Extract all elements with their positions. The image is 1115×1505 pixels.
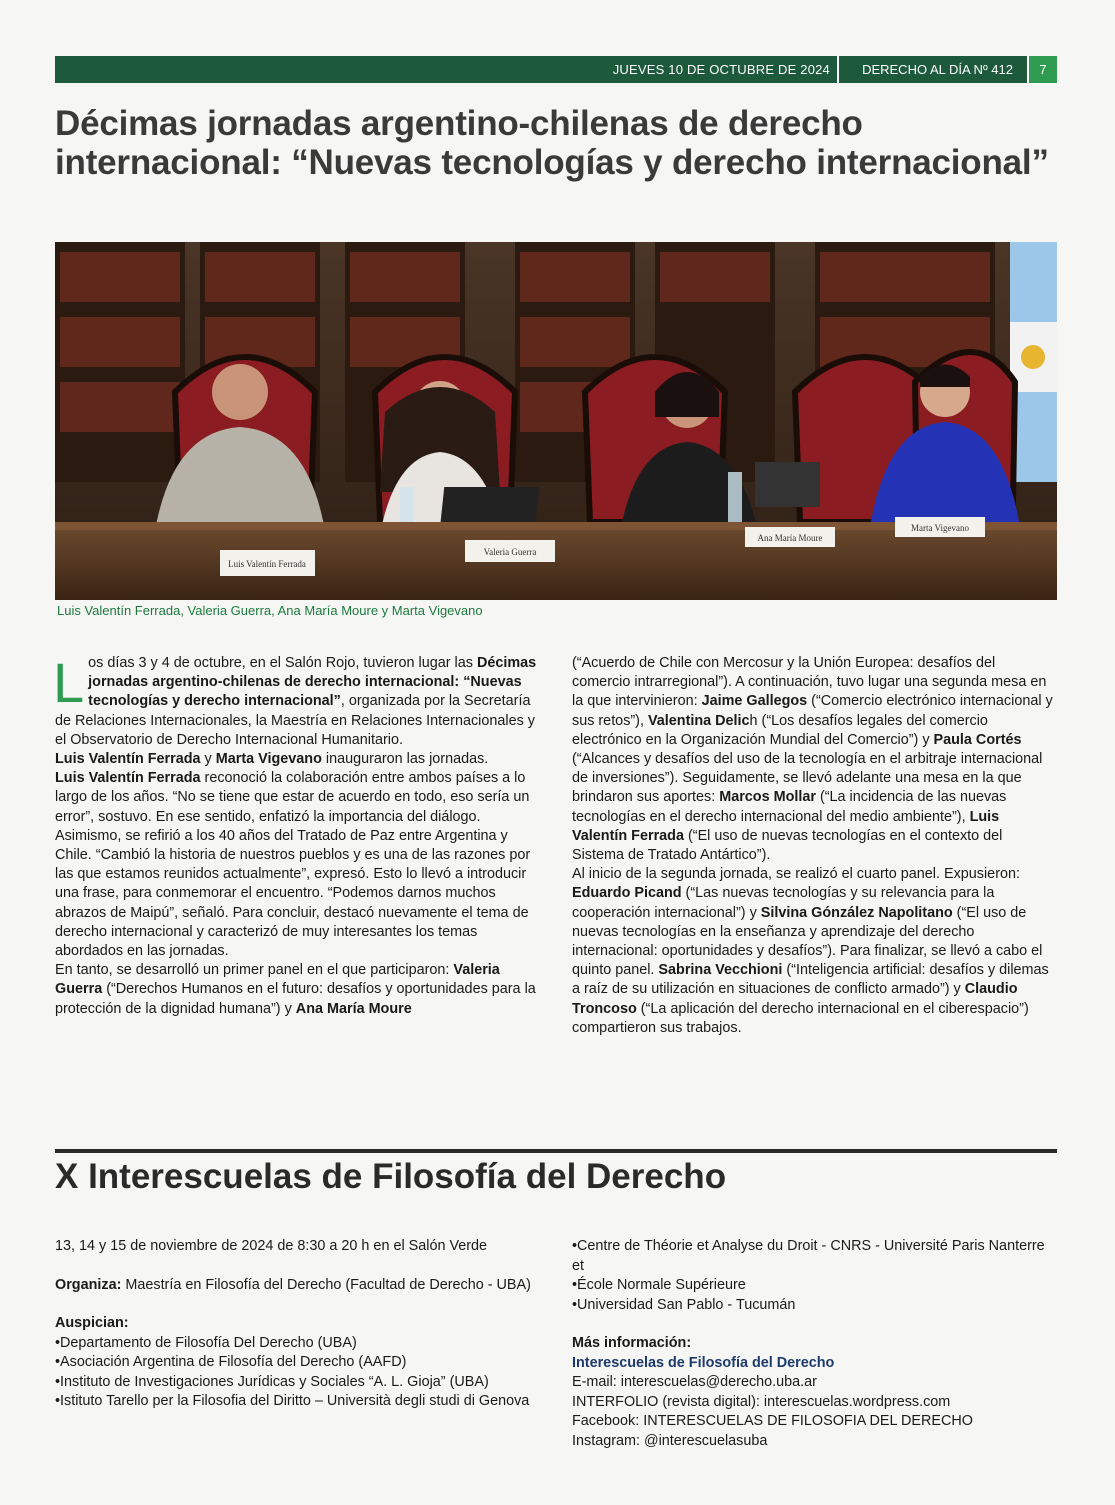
issue-date: JUEVES 10 DE OCTUBRE DE 2024 bbox=[612, 62, 830, 77]
page-number: 7 bbox=[1027, 56, 1057, 83]
bold-name: Marta Vigevano bbox=[215, 751, 322, 768]
paragraph bbox=[55, 750, 542, 769]
paragraph-intro bbox=[53, 651, 542, 750]
bold-name: Luis Valentín Ferrada bbox=[572, 808, 1000, 844]
nameplate-moure: Ana María Moure bbox=[757, 533, 823, 543]
sponsor-item: •Istituto Tarello per la Filosofia del Diritto – Università degli studi di Genova bbox=[55, 1393, 530, 1409]
event-schedule: 13, 14 y 15 de noviembre de 2024 de 8:30 a 20 h en el Salón Verde bbox=[55, 1238, 488, 1254]
header-divider bbox=[837, 56, 839, 83]
page-header-bar bbox=[55, 56, 1057, 83]
sponsor-item: •École Normale Supérieure bbox=[572, 1277, 746, 1293]
text-run: reconoció la colaboración entre ambos países a lo largo de los años. “No se tiene que estar de acuerdo en todo, eso sería un error”, sostuvo. En ese sentido, enfatizó la importancia del diálogo. Asimismo, se refirió a los 40 años del Tratado de Paz entre Argentina y Chile. “Cambió la historia de nuestros pueblos y es una de las razones por las que estamos reunidos actualmente”, expresó. Esto lo llevó a introducir una frase, para conmemorar el encuentro. “Podemos darnos muchos abrazos de Maipú”, señaló. Para concluir, destacó nuevamente el tema de derecho internacional y caracterizó de muy interesantes los temas abordados en las jornadas. bbox=[55, 770, 531, 960]
contact-instagram[interactable]: Instagram: @interescuelasuba bbox=[572, 1432, 768, 1449]
photo-caption: Luis Valentín Ferrada, Valeria Guerra, Ana María Moure y Marta Vigevano bbox=[57, 603, 483, 618]
rich-text bbox=[53, 651, 537, 748]
text-run: Al inicio de la segunda jornada, se realizó el cuarto panel. Expusieron: bbox=[572, 866, 1020, 883]
text-run: (“Derechos Humanos en el futuro: desafíos y oportunidades para la protección de la dignidad humana”) y bbox=[55, 981, 536, 1017]
more-info-label: Más información: bbox=[572, 1335, 692, 1351]
organiza-text: Maestría en Filosofía del Derecho (Facultad de Derecho - UBA) bbox=[121, 1276, 531, 1293]
sponsor-item: •Instituto de Investigaciones Jurídicas y Sociales “A. L. Gioja” (UBA) bbox=[55, 1373, 489, 1390]
panel-photo bbox=[55, 242, 1057, 600]
bold-name: Luis Valentín Ferrada bbox=[55, 770, 201, 787]
event-details-left bbox=[55, 1237, 545, 1412]
bold-name: Claudio Troncoso bbox=[572, 981, 1018, 1017]
paragraph bbox=[55, 961, 542, 1019]
sponsor-item: •Centre de Théorie et Analyse du Droit - CNRS - Université Paris Nanterre et bbox=[572, 1238, 1045, 1274]
bold-name: Marcos Mollar bbox=[719, 789, 816, 806]
organiza-label: Organiza: bbox=[55, 1276, 122, 1293]
nameplate-ferrada: Luis Valentín Ferrada bbox=[228, 559, 306, 569]
text-run: h (“Los desafíos legales del comercio electrónico en la Organización Mundial del Comercio”) y bbox=[572, 712, 988, 748]
text-run: , organizada por la Secretaría de Relaciones Internacionales, la Maestría en Relaciones Internacionales y el Observatorio de Derecho Internacional Humanitario. bbox=[55, 693, 535, 748]
bold-name: Valeria Guerra bbox=[55, 962, 500, 998]
sponsor-item: •Universidad San Pablo - Tucumán bbox=[572, 1296, 796, 1313]
text-run: (“La aplicación del derecho internacional en el ciberespacio”) compartieron sus trabajos. bbox=[572, 1000, 1029, 1036]
sponsor-item: •Asociación Argentina de Filosofía del Derecho (AAFD) bbox=[55, 1354, 407, 1370]
bold-name: Jaime Gallegos bbox=[701, 693, 808, 710]
bold-name: Ana María Moure bbox=[295, 1000, 412, 1017]
publication-issue: DERECHO AL DÍA Nº 412 bbox=[862, 62, 1013, 77]
paragraph bbox=[55, 769, 542, 961]
text-run: En tanto, se desarrolló un primer panel en el que participaron: bbox=[55, 962, 454, 979]
paragraph bbox=[572, 654, 1057, 865]
text-run: (“Comercio electrónico internacional y sus retos”), bbox=[572, 693, 1053, 729]
bold-name: Eduardo Picand bbox=[572, 885, 682, 902]
more-info-link[interactable]: Interescuelas de Filosofía del Derecho bbox=[572, 1354, 835, 1371]
text-run: (“El uso de nuevas tecnologías en el contexto del Sistema de Tratado Antártico”). bbox=[572, 827, 1003, 864]
organizer bbox=[55, 1276, 545, 1296]
auspician-label: Auspician: bbox=[55, 1315, 129, 1331]
text-run: (“Alcances y desafíos del uso de la tecnología en el arbitraje internacional de inversiones”). Seguidamente, se llevó adelante una mesa en la que brindaron sus aportes: bbox=[572, 751, 1043, 806]
sponsor-item: •Departamento de Filosofía Del Derecho (UBA) bbox=[55, 1334, 357, 1351]
text-run: inauguraron las jornadas. bbox=[321, 751, 489, 768]
nameplate-guerra: Valeria Guerra bbox=[483, 547, 537, 557]
article-column-right bbox=[572, 654, 1057, 1038]
contact-website[interactable]: INTERFOLIO (revista digital): interescuelas.wordpress.com bbox=[572, 1393, 951, 1410]
contact-facebook[interactable]: Facebook: INTERESCUELAS DE FILOSOFIA DEL DERECHO bbox=[572, 1413, 973, 1429]
article-title: Décimas jornadas argentino-chilenas de derecho internacional: “Nuevas tecnologías y derecho internacional” bbox=[55, 104, 1049, 182]
paragraph bbox=[572, 865, 1057, 1038]
bold-name: Sabrina Vecchioni bbox=[658, 962, 783, 979]
text-run: (“El uso de nuevas tecnologías en la enseñanza y aprendizaje del derecho internacional: oportunidades y desafíos”). Para finalizar, se llevó a cabo el quinto panel. bbox=[572, 904, 1043, 979]
text-run: y bbox=[200, 751, 216, 768]
section-divider bbox=[55, 1149, 1057, 1153]
text-run: (“Acuerdo de Chile con Mercosur y la Unión Europea: desafíos del comercio intrarregional”). A continuación, tuvo lugar una segunda mesa en la que intervinieron: bbox=[572, 655, 1047, 710]
text-run: (“La incidencia de las nuevas tecnologías en el derecho internacional del medio ambiente”), bbox=[572, 789, 1007, 825]
bold-name: Luis Valentín Ferrada bbox=[55, 751, 201, 768]
drop-cap: L bbox=[53, 651, 85, 714]
contact-email[interactable]: E-mail: interescuelas@derecho.uba.ar bbox=[572, 1374, 817, 1390]
text-run: (“Inteligencia artificial: desafíos y dilemas a raíz de su utilización en situaciones de conflicto armado”) y bbox=[572, 962, 1049, 998]
bold-name: Paula Cortés bbox=[933, 731, 1022, 748]
text-run: os días 3 y 4 de octubre, en el Salón Rojo, tuvieron lugar las bbox=[88, 655, 477, 671]
event-details-right bbox=[572, 1237, 1057, 1451]
section-title: X Interescuelas de Filosofía del Derecho bbox=[55, 1157, 727, 1196]
bold-name: Silvina Gónzález Napolitano bbox=[760, 904, 953, 921]
bold-name: Valentina Delic bbox=[647, 712, 750, 729]
bold-name: Décimas jornadas argentino-chilenas de derecho internacional: “Nuevas tecnologías y derecho internacional” bbox=[88, 655, 537, 710]
nameplate-vigevano: Marta Vigevano bbox=[910, 523, 970, 533]
text-run: (“Las nuevas tecnologías y su relevancia para la cooperación internacional”) y bbox=[572, 885, 995, 921]
article-column-left bbox=[53, 651, 542, 1019]
